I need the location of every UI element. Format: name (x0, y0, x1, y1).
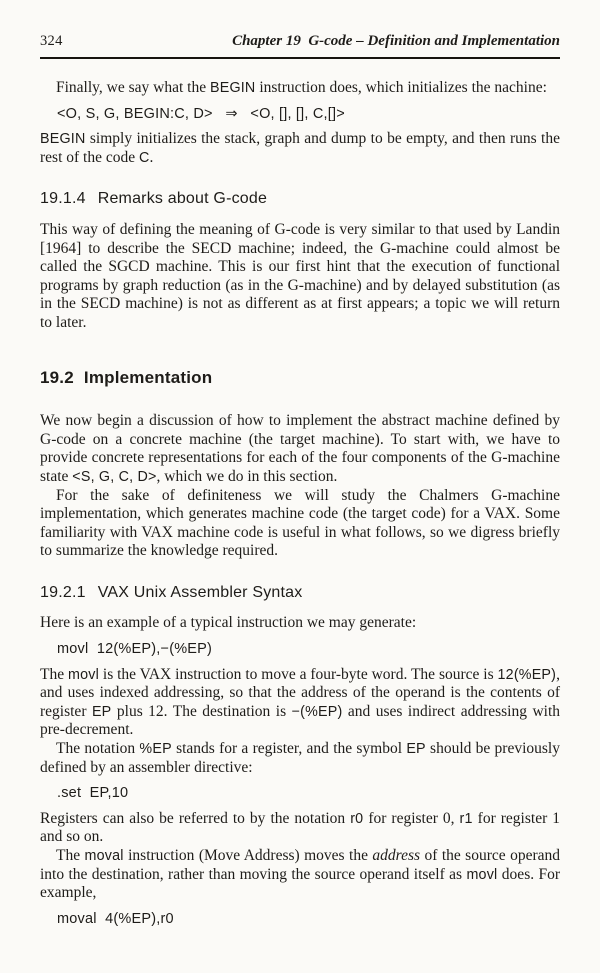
text-run: stands for a register, and the symbol (171, 740, 407, 758)
inline-code: moval (84, 848, 124, 864)
text-run: For the sake of definiteness we will study the Chalmers G-machine implementation, which generates machine code (the target code) for a VAX. Some familiarity with VAX machine code is useful in what follows, so we digress briefly to summarize the knowledge required. (40, 486, 560, 560)
paragraph (40, 614, 560, 633)
inline-code: −(%EP) (291, 703, 343, 720)
inline-code: <S, G, C, D> (72, 468, 157, 485)
text-run: Finally, we say what the (56, 79, 210, 96)
paragraph (40, 487, 560, 561)
text-run: does. For example, (40, 865, 560, 902)
text-run: The (40, 665, 68, 683)
text-run: simply initializes the stack, graph and dump to be empty, and then runs the rest of the code (40, 130, 560, 166)
text-run: for register 0, (363, 809, 460, 827)
text-run: plus 12. The destination is (111, 702, 292, 720)
emphasized-text: address (372, 847, 421, 864)
text-run: is the VAX instruction to move a four-byte word. The source is (99, 665, 498, 683)
inline-code: 12(%EP) (497, 666, 557, 683)
paragraph (40, 412, 560, 486)
text-run: The (56, 847, 85, 864)
text-run: , which we do in this section. (156, 467, 338, 485)
page-body (40, 59, 560, 928)
inline-code: C (139, 149, 150, 166)
inline-code: movl (68, 666, 99, 683)
text-run: Registers can also be referred to by the notation (40, 809, 351, 827)
inline-code: %EP (139, 741, 172, 758)
text-run: and uses indirect addressing with pre-decrement. (40, 702, 560, 739)
code-line: moval 4(%EP),r0 (57, 910, 174, 927)
text-run: We now begin a discussion of how to implement the abstract machine defined by G-code on a concrete machine (the target machine). To start with, we have to provide concrete representations for each of the four components of the G-machine state (40, 412, 560, 485)
code-line: .set EP,10 (57, 785, 129, 802)
running-head: Chapter 19 G-code – Definition and Implementation (232, 33, 560, 49)
inline-code: EP (91, 703, 112, 720)
code-line: movl 12(%EP),−(%EP) (57, 641, 213, 658)
inline-code: r1 (459, 810, 473, 827)
subsection-heading (40, 584, 560, 603)
heading-number: 19.2.1 (40, 583, 86, 601)
paragraph (40, 79, 560, 98)
text-run: should be previously defined by an assembler directive: (40, 740, 560, 776)
heading-title: Implementation (83, 367, 213, 387)
text-run: , and uses indexed addressing, so that the address of the operand is the contents of register (40, 665, 560, 720)
page-header (40, 0, 560, 59)
paragraph (40, 221, 560, 333)
inline-code: BEGIN (209, 80, 256, 96)
inline-code: EP (406, 741, 426, 758)
text-run: This way of defining the meaning of G-code is very similar to that used by Landin [1964] to describe the SECD machine; indeed, the G-machine could almost be called the SGCD machine. This is our first hint that the execution of functional programs by graph reduction (as in the G-machine) and by delayed substitution (as in the SECD machine) is not as different as at first appears; a topic we will return to later. (40, 220, 560, 331)
text-run: instruction (Move Address) moves the (123, 847, 373, 864)
text-run: Here is an example of a typical instruction we may generate: (40, 614, 417, 632)
heading-title: VAX Unix Assembler Syntax (97, 583, 303, 601)
section-heading (40, 369, 560, 388)
paragraph (40, 847, 560, 903)
heading-number: 19.2 (40, 367, 74, 387)
paragraph (40, 740, 560, 777)
code-line: <O, S, G, BEGIN:C, D> ⇒ <O, [], [], C,[]> (57, 105, 345, 122)
inline-code: BEGIN (40, 131, 86, 148)
paragraph (40, 666, 560, 740)
text-run: The notation (56, 740, 140, 758)
inline-code: movl (466, 866, 498, 883)
inline-code: r0 (350, 810, 364, 827)
paragraph (40, 810, 560, 847)
heading-number: 19.1.4 (40, 190, 86, 208)
text-run: . (149, 148, 154, 166)
text-run: of the source operand into the destination, rather than moving the source operand itself as (40, 847, 560, 883)
subsection-heading (40, 190, 560, 209)
page-number: 324 (40, 33, 63, 49)
text-run: for register 1 and so on. (40, 809, 560, 846)
paragraph (40, 130, 560, 167)
heading-title: Remarks about G-code (97, 190, 268, 208)
text-run: instruction does, which initializes the nachine: (255, 79, 547, 96)
